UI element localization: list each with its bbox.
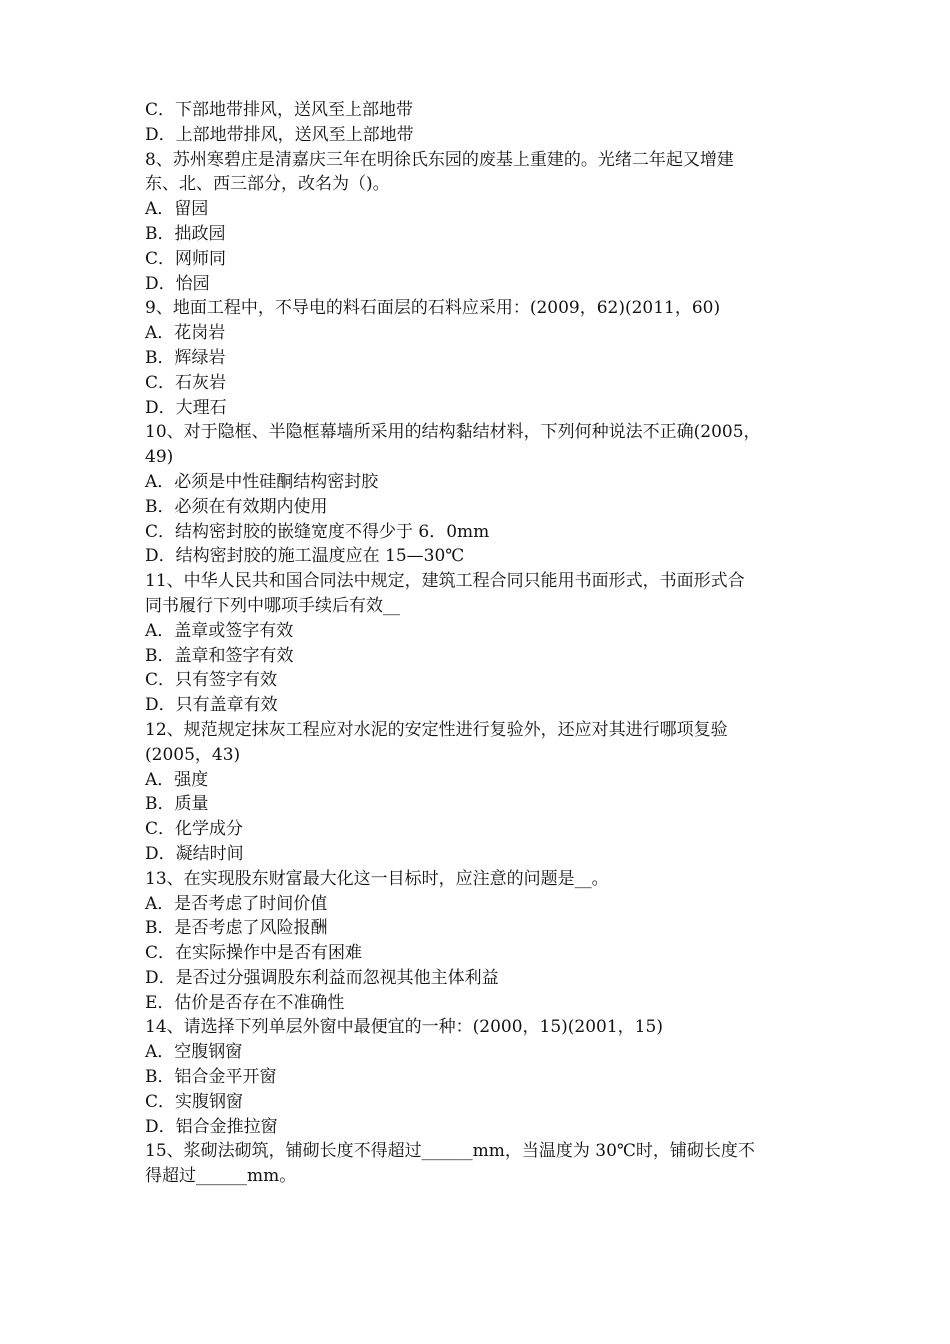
question-line: (2005，43) <box>145 744 241 765</box>
question-line: 10、对于隐框、半隐框幕墙所采用的结构黏结材料，下列何种说法不正确(2005， <box>145 422 761 443</box>
question-line: 14、请选择下列单层外窗中最便宜的一种：(2000，15)(2001，15) <box>145 1017 663 1038</box>
question-line: 8、苏州寒碧庄是清嘉庆三年在明徐氏东园的废基上重建的。光绪二年起又增建 <box>145 149 734 170</box>
option-line: D．上部地带排风，送风至上部地带 <box>145 124 414 145</box>
option-line: D．只有盖章有效 <box>145 695 278 716</box>
question-line: 11、中华人民共和国合同法中规定，建筑工程合同只能用书面形式，书面形式合 <box>145 571 745 592</box>
option-line: A．是否考虑了时间价值 <box>145 893 328 914</box>
option-line: A．空腹钢窗 <box>145 1042 243 1063</box>
option-line: D．是否过分强调股东利益而忽视其他主体利益 <box>145 967 499 988</box>
option-line: C．化学成分 <box>145 819 244 840</box>
option-line: D．大理石 <box>145 397 227 418</box>
option-line: B．是否考虑了风险报酬 <box>145 918 328 939</box>
option-line: A．花岗岩 <box>145 323 226 344</box>
option-line: D．怡园 <box>145 273 210 294</box>
option-line: B．辉绿岩 <box>145 347 226 368</box>
option-line: C．只有签字有效 <box>145 670 278 691</box>
question-line: 同书履行下列中哪项手续后有效__ <box>145 595 400 616</box>
question-line: 得超过______mm。 <box>145 1166 297 1187</box>
question-line: 15、浆砌法砌筑，铺砌长度不得超过______mm，当温度为 30℃时，铺砌长度不 <box>145 1141 755 1162</box>
question-line: 东、北、西三部分，改名为（)。 <box>145 174 390 195</box>
option-line: B．拙政园 <box>145 223 226 244</box>
option-line: D．铝合金推拉窗 <box>145 1116 278 1137</box>
option-line: C．网师同 <box>145 248 227 269</box>
question-line: 49) <box>145 447 174 468</box>
option-line: E．估价是否存在不准确性 <box>145 992 345 1013</box>
option-line: B．铝合金平开窗 <box>145 1067 277 1088</box>
option-line: A．留园 <box>145 199 209 220</box>
option-line: B．质量 <box>145 794 209 815</box>
question-line: 9、地面工程中，不导电的料石面层的石料应采用：(2009，62)(2011，60) <box>145 298 721 319</box>
option-line: C．结构密封胶的嵌缝宽度不得少于 6．0mm <box>145 521 490 542</box>
option-line: D．凝结时间 <box>145 843 244 864</box>
option-line: C．在实际操作中是否有困难 <box>145 943 363 964</box>
option-line: D．结构密封胶的施工温度应在 15—30℃ <box>145 546 465 567</box>
document-body <box>145 98 810 1189</box>
option-line: A．必须是中性硅酮结构密封胶 <box>145 471 379 492</box>
option-line: A．强度 <box>145 769 209 790</box>
option-line: B．盖章和签字有效 <box>145 645 294 666</box>
question-line: 12、规范规定抹灰工程应对水泥的安定性进行复验外，还应对其进行哪项复验 <box>145 719 728 740</box>
option-line: C．石灰岩 <box>145 372 227 393</box>
option-line: C．实腹钢窗 <box>145 1091 244 1112</box>
option-line: B．必须在有效期内使用 <box>145 496 328 517</box>
option-line: C．下部地带排风，送风至上部地带 <box>145 100 414 120</box>
question-line: 13、在实现股东财富最大化这一目标时，应注意的问题是__。 <box>145 868 609 889</box>
option-line: A．盖章或签字有效 <box>145 620 294 641</box>
